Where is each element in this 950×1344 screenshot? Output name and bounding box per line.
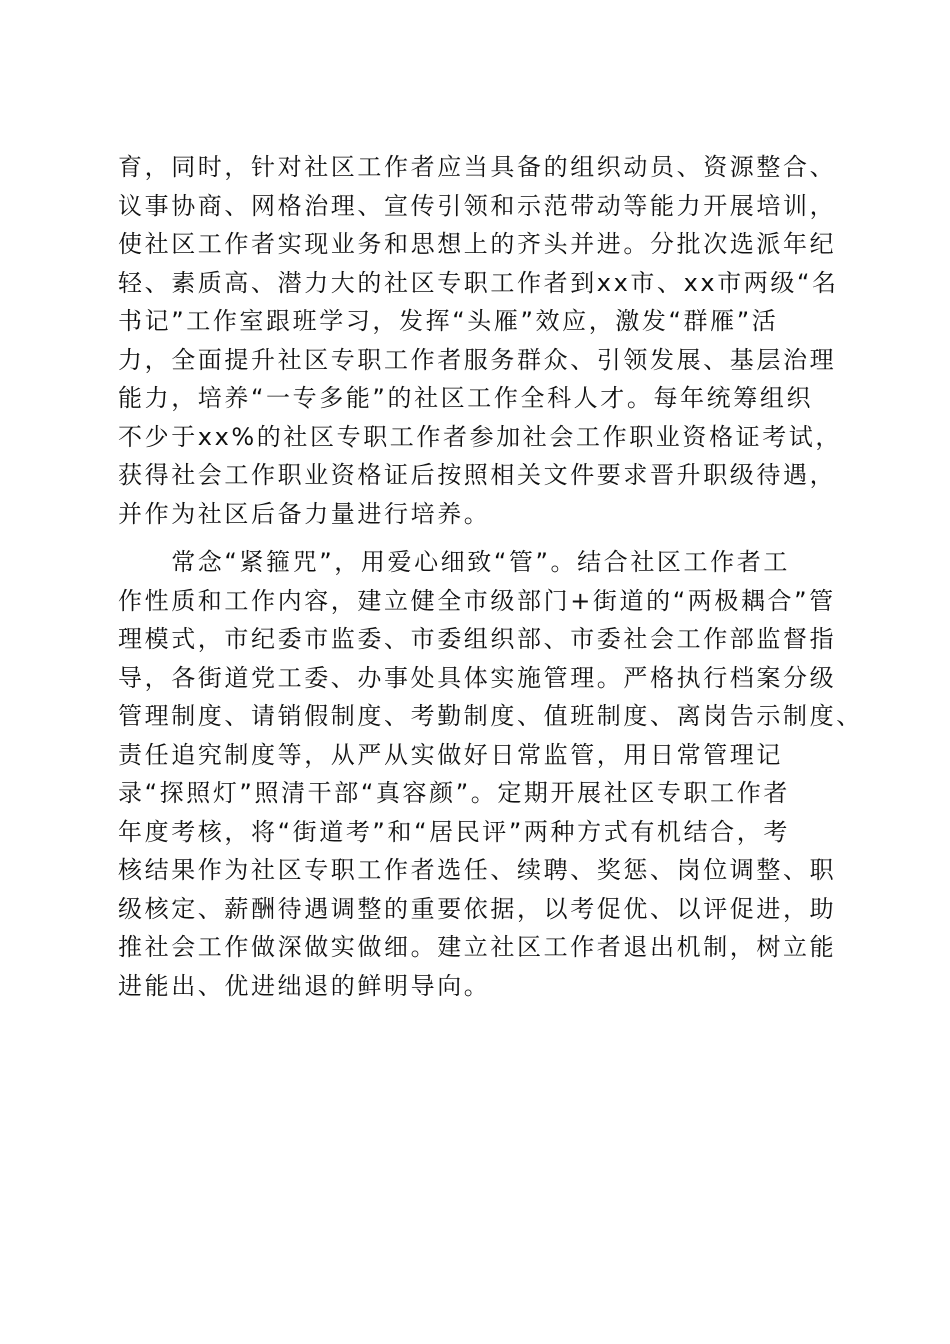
paragraph-line: 管理制度、请销假制度、考勤制度、值班制度、离岗告示制度、 xyxy=(118,702,863,730)
paragraph-line: 书记”工作室跟班学习，发挥“头雁”效应，激发“群雁”活 xyxy=(118,307,779,335)
paragraph-line: 责任追究制度等，从严从实做好日常监管，用日常管理记 xyxy=(118,740,783,769)
paragraph-line: 并作为社区后备力量进行培养。 xyxy=(118,499,491,528)
paragraph-line: 能力，培养“一专多能”的社区工作全科人才。每年统筹组织 xyxy=(118,384,814,412)
paragraph-line: 作性质和工作内容，建立健全市级部门+街道的“两极耦合”管 xyxy=(118,586,836,615)
body-text xyxy=(118,148,863,1005)
paragraph-line: 导，各街道党工委、办事处具体实施管理。严格执行档案分级 xyxy=(118,663,837,692)
paragraph-gap xyxy=(118,533,838,543)
paragraph-line: 力，全面提升社区专职工作者服务群众、引领发展、基层治理 xyxy=(118,345,837,374)
paragraph-line: 录“探照灯”照清干部“真容颜”。定期开展社区专职工作者 xyxy=(118,779,790,807)
paragraph-line: 常念“紧箍咒”，用爱心细致“管”。结合社区工作者工 xyxy=(118,548,790,576)
paragraph-line: 获得社会工作职业资格证后按照相关文件要求晋升职级待遇， xyxy=(118,461,837,489)
paragraph-line: 进能出、优进绌退的鲜明导向。 xyxy=(118,971,491,1000)
paragraph-line: 年度考核，将“街道考”和“居民评”两种方式有机结合，考 xyxy=(118,817,790,846)
paragraph-line: 议事协商、网格治理、宣传引领和示范带动等能力开展培训， xyxy=(118,191,837,220)
paragraph-line: 推社会工作做深做实做细。建立社区工作者退出机制，树立能 xyxy=(118,933,837,961)
paragraph-line: 级核定、薪酬待遇调整的重要依据，以考促优、以评促进，助 xyxy=(118,894,837,923)
paragraph-1 xyxy=(118,148,843,533)
paragraph-line: 轻、素质高、潜力大的社区专职工作者到xx市、xx市两级“名 xyxy=(118,268,839,297)
paragraph-line: 核结果作为社区专职工作者选任、续聘、奖惩、岗位调整、职 xyxy=(118,856,837,884)
paragraph-line: 使社区工作者实现业务和思想上的齐头并进。分批次选派年纪 xyxy=(118,230,837,258)
paragraph-line: 育，同时，针对社区工作者应当具备的组织动员、资源整合、 xyxy=(118,153,837,181)
paragraph-line: 理模式，市纪委市监委、市委组织部、市委社会工作部监督指 xyxy=(118,625,837,653)
paragraph-line: 不少于xx%的社区专职工作者参加社会工作职业资格证考试， xyxy=(118,422,843,451)
paragraph-2 xyxy=(118,543,863,1005)
